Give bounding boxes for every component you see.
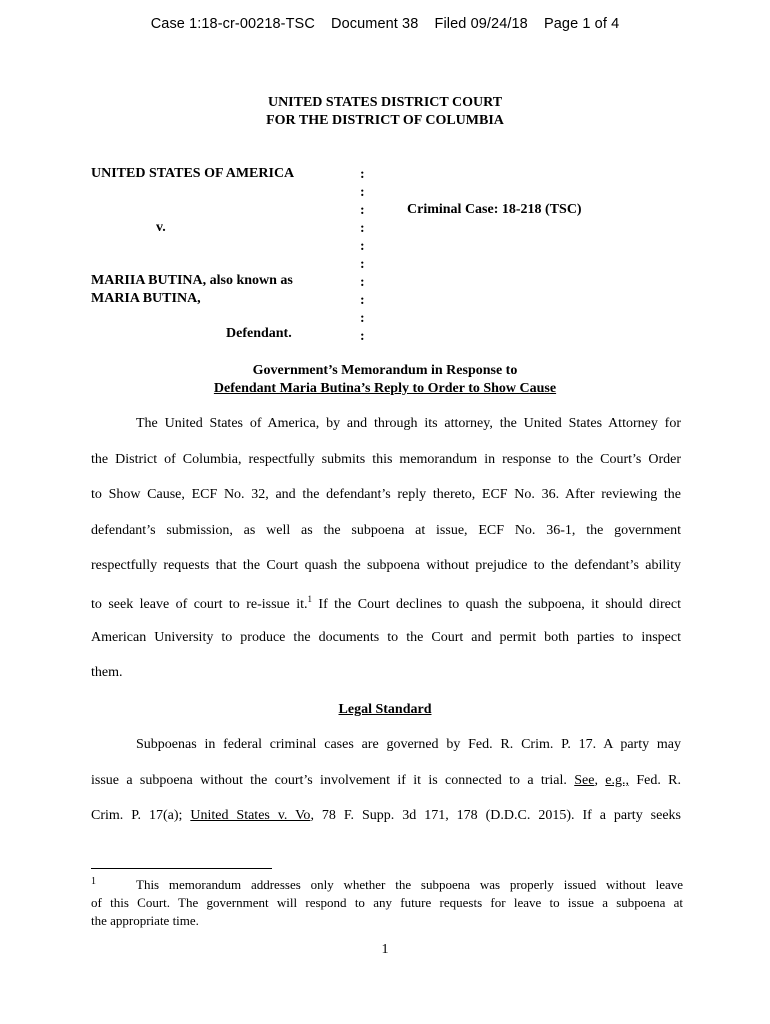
- caption-colon: :: [360, 185, 365, 200]
- caption-colon: :: [360, 293, 365, 308]
- court-name-line2: FOR THE DISTRICT OF COLUMBIA: [266, 113, 504, 128]
- footnote-line: the appropriate time.: [91, 913, 199, 928]
- memo-title-line2: Defendant Maria Butina’s Reply to Order to Show Cause: [213, 381, 557, 396]
- caption-colon: :: [360, 203, 365, 218]
- paragraph2-line: [91, 773, 681, 789]
- caption-colon-column: [360, 166, 365, 346]
- caption-defendant-label: Defendant.: [226, 326, 292, 341]
- caption-plaintiff: UNITED STATES OF AMERICA: [91, 166, 295, 181]
- paragraph2-line-segment: Fed. R.: [629, 773, 682, 788]
- paragraph1-line: them.: [91, 665, 123, 680]
- paragraph2-line: Subpoenas in federal criminal cases are governed by Fed. R. Crim. P. 17. A party may: [136, 737, 681, 752]
- caption-defendant-line2: MARIA BUTINA,: [91, 291, 201, 306]
- paragraph2-line-segment: issue a subpoena without the court’s involvement if it is connected to a trial.: [91, 773, 575, 788]
- memo-title-line1: Government’s Memorandum in Response to: [252, 363, 518, 378]
- paragraph1-line: respectfully requests that the Court quash the subpoena without prejudice to the defendant’s ability: [91, 558, 681, 573]
- caption-colon: :: [360, 239, 365, 254]
- paragraph1-line: to Show Cause, ECF No. 32, and the defendant’s reply thereto, ECF No. 36. After reviewing the: [91, 487, 681, 502]
- footnote-separator: [91, 868, 272, 869]
- case-citation: United States v. Vo: [190, 808, 311, 823]
- footnote-reference: 1: [307, 594, 312, 604]
- citation-signal-see: See: [574, 773, 595, 788]
- criminal-case-number: Criminal Case: 18-218 (TSC): [407, 202, 582, 217]
- ecf-header: [0, 16, 770, 32]
- paragraph1-line: [91, 594, 681, 613]
- page-number: 1: [381, 942, 389, 957]
- paragraph1-line: The United States of America, by and through its attorney, the United States Attorney for: [136, 416, 681, 431]
- ecf-page-indicator: Page 1 of 4: [543, 16, 620, 32]
- paragraph2-line-segment: Crim. P. 17(a);: [91, 808, 191, 823]
- caption-colon: :: [360, 275, 365, 290]
- paragraph1-line-segment: If the Court declines to quash the subpoena, it should direct: [311, 597, 681, 612]
- caption-colon: :: [360, 167, 365, 182]
- paragraph1-line-segment: to seek leave of court to re-issue it.: [91, 597, 308, 612]
- caption-colon: :: [360, 221, 365, 236]
- paragraph2-line-segment: ,: [594, 773, 606, 788]
- caption-colon: :: [360, 329, 365, 344]
- section-heading: Legal Standard: [338, 702, 432, 717]
- paragraph1-line: the District of Columbia, respectfully submits this memorandum in response to the Court’s Order: [91, 452, 681, 467]
- caption-defendant-line1: MARIIA BUTINA, also known as: [91, 273, 293, 288]
- ecf-document-number: Document 38: [331, 16, 419, 32]
- paragraph2-line-segment: , 78 F. Supp. 3d 171, 178 (D.D.C. 2015). If a party seeks: [310, 808, 681, 823]
- caption-versus: v.: [156, 220, 166, 235]
- footnote-line: of this Court. The government will respond to any future requests for leave to issue a subpoena at: [91, 895, 683, 910]
- ecf-case-number: Case 1:18-cr-00218-TSC: [150, 16, 315, 32]
- paragraph1-line: defendant’s submission, as well as the subpoena at issue, ECF No. 36-1, the government: [91, 523, 681, 538]
- citation-signal-eg: e.g.,: [605, 773, 630, 788]
- footnote-number: 1: [91, 876, 96, 887]
- paragraph1-line: American University to produce the documents to the Court and permit both parties to inspect: [91, 630, 681, 645]
- court-name-line1: UNITED STATES DISTRICT COURT: [267, 95, 503, 110]
- caption-colon: :: [360, 311, 365, 326]
- footnote-line: This memorandum addresses only whether the subpoena was properly issued without leave: [136, 877, 683, 892]
- caption-colon: :: [360, 257, 365, 272]
- ecf-filed-date: Filed 09/24/18: [434, 16, 528, 32]
- paragraph2-line: [91, 808, 681, 824]
